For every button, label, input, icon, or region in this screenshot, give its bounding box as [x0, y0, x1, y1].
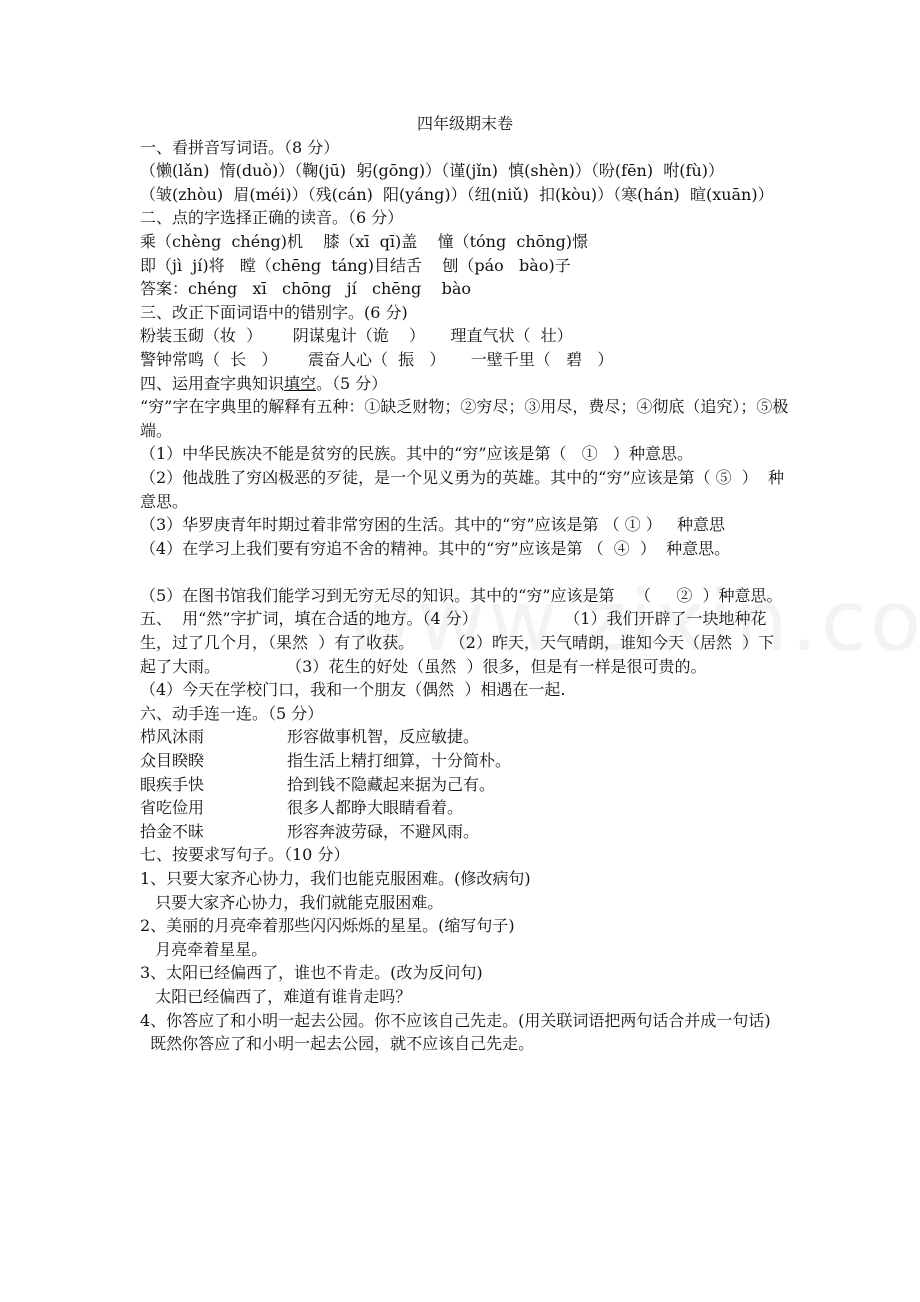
- section-7-question-2: 2、美丽的月亮牵着那些闪闪烁烁的星星。(缩写句子): [140, 916, 515, 936]
- match-row: [140, 725, 790, 749]
- match-row: [140, 749, 790, 773]
- match-right: 形容做事机智，反应敏捷。: [287, 727, 480, 747]
- section-4-question-3: （3）华罗庚青年时期过着非常穷困的生活。其中的“穷”应该是第 （ ① ） 种意思: [140, 515, 726, 535]
- section-7-answer-3: 太阳已经偏西了，难道有谁肯走吗？: [140, 986, 412, 1006]
- match-row: [140, 796, 790, 820]
- section-7-question-4: 4、你答应了和小明一起去公园。你不应该自己先走。(用关联词语把两句话合并成一句话): [140, 1010, 771, 1030]
- section-7-heading: 七、按要求写句子。（10 分）: [140, 845, 350, 865]
- section-2-heading: 二、点的字选择正确的读音。（6 分）: [140, 208, 404, 228]
- section-4-heading-underlined: 填空: [284, 373, 317, 393]
- section-6-heading: 六、动手连一连。（5 分）: [140, 703, 324, 723]
- match-right: 指生活上精打细算，十分简朴。: [287, 751, 512, 771]
- match-right: 拾到钱不隐藏起来据为己有。: [287, 774, 496, 794]
- section-2-answer: 答案：chéng xī chōng jí chēng bào: [140, 279, 472, 299]
- section-4-question-1: （1）中华民族决不能是贫穷的民族。其中的“穷”应该是第（ ① ）种意思。: [140, 444, 694, 464]
- match-left: 栉风沐雨: [140, 727, 205, 747]
- section-3-line-2: 警钟常鸣（ 长 ） 震奋人心（ 振 ） 一壁千里（ 碧 ）: [140, 349, 614, 369]
- section-5-text: 五、 用“然”字扩词，填在合适的地方。（4 分） （1）我们开辟了一块地种花生，过了几个月，（果然 ）有了收获。 （2）昨天，天气晴朗，谁知今天（居然 ）下起了大雨。 （3）花生的好处（虽然 ）很多，但是有一样是很可贵的。 （4）今天在学校门口，我和一个朋友（偶然 ）相遇在一起.: [140, 609, 775, 700]
- section-2-line-1: 乘（chèng chéng)机 膝（xī qī)盖 憧（tóng chōng)憬: [140, 231, 589, 251]
- section-3-line-1: 粉装玉砌（妆 ） 阴谋鬼计（诡 ） 理直气状（ 壮）: [140, 326, 573, 346]
- section-7-answer-2: 月亮牵着星星。: [140, 939, 268, 959]
- section-1-heading: 一、看拼音写词语。（8 分）: [140, 137, 340, 157]
- section-1-line-2: （皱(zhòu) 眉(méi)）（残(cán) 阳(yáng)）（纽(niǔ) 扣(kòu)）（寒(hán) 暄(xuān)）: [140, 184, 774, 204]
- section-4-heading: [140, 372, 790, 396]
- match-left: 眼疾手快: [140, 774, 205, 794]
- section-4-heading-end: 。（5 分）: [316, 373, 388, 393]
- match-right: 很多人都睁大眼睛看着。: [287, 798, 464, 818]
- section-4-heading-start: 四、运用查字典知识: [140, 373, 285, 393]
- section-7-question-1: 1、只要大家齐心协力，我们也能克服困难。(修改病句): [140, 869, 531, 888]
- match-row: [140, 773, 790, 797]
- match-right: 形容奔波劳碌，不避风雨。: [287, 821, 480, 841]
- section-2-line-2: 即（jì jí)将 瞠（chēng táng)目结舌 刨（páo bào)子: [140, 255, 571, 275]
- section-4-question-4: （4）在学习上我们要有穷追不舍的精神。其中的“穷”应该是第 （ ④ ） 种意思。: [140, 538, 731, 558]
- exam-page: [140, 112, 790, 1056]
- spacer: [140, 560, 790, 584]
- match-left: 拾金不昧: [140, 821, 205, 841]
- section-1-line-1: （懒(lǎn) 惰(duò)）（鞠(jū) 躬(gōng)）（谨(jǐn) 慎(shèn)）（吩(fēn) 咐(fù)）: [140, 161, 724, 181]
- page-title: 四年级期末卷: [416, 114, 513, 133]
- match-left: 省吃俭用: [140, 798, 205, 818]
- section-4-question-2: （2）他战胜了穷凶极恶的歹徒，是一个见义勇为的英雄。其中的“穷”应该是第（ ⑤ ） 种意思。: [140, 467, 784, 511]
- match-row: [140, 820, 790, 844]
- section-4-question-5: （5）在图书馆我们能学习到无穷无尽的知识。其中的“穷”应该是第 （ ② ）种意思。: [140, 585, 783, 605]
- section-7-question-3: 3、太阳已经偏西了，谁也不肯走。(改为反问句): [140, 963, 483, 983]
- match-left: 众目睽睽: [140, 751, 205, 771]
- section-7-answer-1: 只要大家齐心协力，我们就能克服困难。: [140, 892, 444, 912]
- section-4-intro: “穷”字在字典里的解释有五种：①缺乏财物；②穷尽；③用尽，费尽；④彻底（追究）；⑤极端。: [140, 397, 789, 440]
- section-3-heading: 三、改正下面词语中的错别字。(6 分): [140, 302, 408, 322]
- section-7-answer-4: 既然你答应了和小明一起去公园，就不应该自己先走。: [140, 1034, 535, 1054]
